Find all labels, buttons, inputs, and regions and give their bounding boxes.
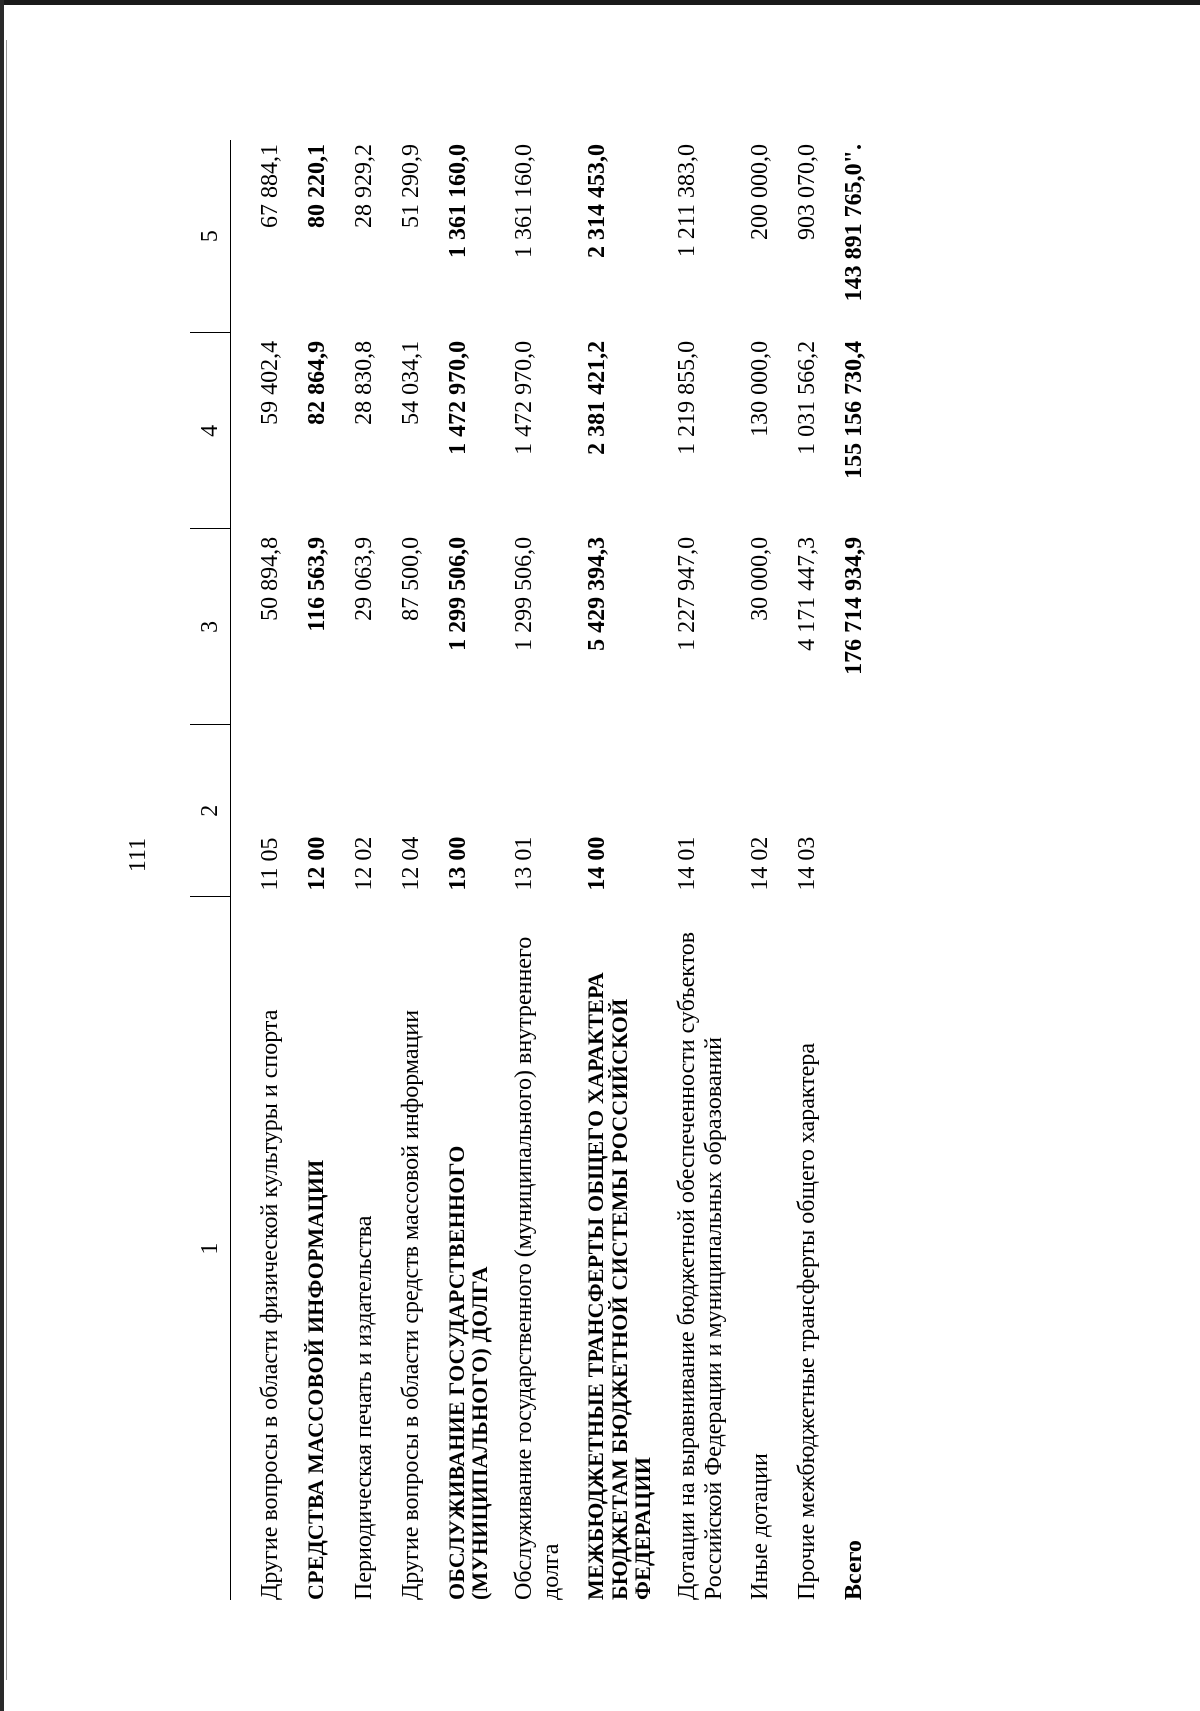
table-row-section	[284, 140, 331, 1600]
table-row	[378, 140, 425, 1600]
table-row	[491, 140, 565, 1600]
row-value-col4: 2 381 421,2	[584, 340, 611, 455]
row-value-col5: 51 290,9	[397, 144, 424, 228]
header-col-1: 1	[190, 897, 231, 1600]
row-name: Другие вопросы в области физической культуры и спорта	[257, 1009, 283, 1600]
page-number: 111	[125, 837, 151, 873]
row-name: Прочие межбюджетные трансферты общего характера	[794, 1043, 821, 1600]
row-code: 13 00	[444, 836, 471, 891]
total-value-col3: 176 714 934,9	[841, 536, 868, 675]
row-code: 14 02	[747, 836, 774, 891]
rotated-page	[75, 55, 1125, 1655]
row-value-col5: 1 361 160,0	[510, 144, 537, 258]
total-code	[821, 725, 868, 897]
table-row-section	[425, 140, 491, 1600]
row-value-col3: 1 299 506,0	[510, 536, 537, 651]
row-value-col4: 54 034,1	[397, 340, 424, 425]
row-value-col5: 903 070,0	[794, 144, 821, 240]
row-value-col3: 87 500,0	[397, 536, 424, 621]
row-value-col4: 28 830,8	[350, 340, 377, 425]
row-value-col4: 1 031 566,2	[794, 340, 821, 455]
total-label: Всего	[841, 1540, 868, 1600]
row-name: МЕЖБЮДЖЕТНЫЕ ТРАНСФЕРТЫ ОБЩЕГО ХАРАКТЕРА БЮДЖЕТАМ БЮДЖЕТНОЙ СИСТЕМЫ РОССИЙСКОЙ ФЕДЕРАЦИИ	[583, 972, 655, 1600]
row-code: 13 01	[510, 836, 537, 891]
row-value-col5: 1 211 383,0	[673, 144, 700, 258]
row-value-col4: 82 864,9	[303, 340, 330, 425]
header-col-3: 3	[190, 529, 231, 725]
row-value-col4: 1 472 970,0	[510, 340, 537, 455]
row-code: 14 03	[794, 836, 821, 891]
header-col-5: 5	[190, 140, 231, 333]
row-name: СРЕДСТВА МАССОВОЙ ИНФОРМАЦИИ	[302, 1159, 328, 1600]
row-code: 12 00	[303, 836, 330, 891]
row-name: Иные дотации	[747, 1453, 774, 1600]
row-name: Обслуживание государственного (муниципального) внутреннего долга	[510, 936, 564, 1600]
header-col-2: 2	[190, 725, 231, 897]
table-row	[331, 140, 378, 1600]
table-row	[231, 140, 284, 1600]
row-code: 14 00	[584, 836, 611, 891]
row-value-col3: 5 429 394,3	[584, 536, 611, 651]
table-row	[654, 140, 728, 1600]
table-total-row	[821, 140, 868, 1600]
budget-table	[190, 140, 868, 1600]
row-value-col4: 130 000,0	[747, 340, 774, 437]
row-value-col5: 80 220,1	[303, 144, 330, 228]
row-value-col4: 59 402,4	[257, 340, 283, 425]
row-value-col3: 4 171 447,3	[794, 536, 821, 651]
row-name: ОБСЛУЖИВАНИЕ ГОСУДАРСТВЕННОГО (МУНИЦИПАЛЬНОГО) ДОЛГА	[443, 1145, 492, 1600]
row-name: Дотации на выравнивание бюджетной обеспеченности субъектов Российской Федерации и муниципальных образований	[673, 931, 727, 1600]
row-value-col4: 1 219 855,0	[673, 340, 700, 455]
total-value-col5: 143 891 765,0".	[841, 144, 868, 302]
table-row	[774, 140, 821, 1600]
scan-edge-left	[0, 0, 4, 1711]
row-code: 12 04	[397, 836, 424, 891]
row-name: Периодическая печать и издательства	[350, 1215, 377, 1600]
row-value-col5: 28 929,2	[350, 144, 377, 228]
table-row-section	[564, 140, 653, 1600]
row-value-col3: 50 894,8	[257, 536, 283, 621]
table-header-row	[190, 140, 231, 1600]
row-code: 12 02	[350, 836, 377, 891]
row-value-col4: 1 472 970,0	[444, 340, 471, 455]
row-value-col5: 1 361 160,0	[444, 144, 471, 258]
header-col-4: 4	[190, 333, 231, 529]
row-value-col3: 116 563,9	[303, 536, 330, 632]
row-value-col5: 200 000,0	[747, 144, 774, 240]
row-value-col5: 67 884,1	[257, 144, 283, 228]
row-value-col3: 1 227 947,0	[673, 536, 700, 651]
table-row	[727, 140, 774, 1600]
row-code: 11 05	[257, 837, 283, 891]
scan-edge-top	[0, 0, 1200, 5]
total-value-col4: 155 156 730,4	[841, 340, 868, 479]
row-value-col3: 30 000,0	[747, 536, 774, 621]
row-value-col3: 29 063,9	[350, 536, 377, 621]
scan-edge-line	[6, 40, 7, 1680]
row-value-col5: 2 314 453,0	[584, 144, 611, 258]
row-name: Другие вопросы в области средств массовой информации	[397, 1009, 424, 1600]
row-value-col3: 1 299 506,0	[444, 536, 471, 651]
row-code: 14 01	[673, 836, 700, 891]
